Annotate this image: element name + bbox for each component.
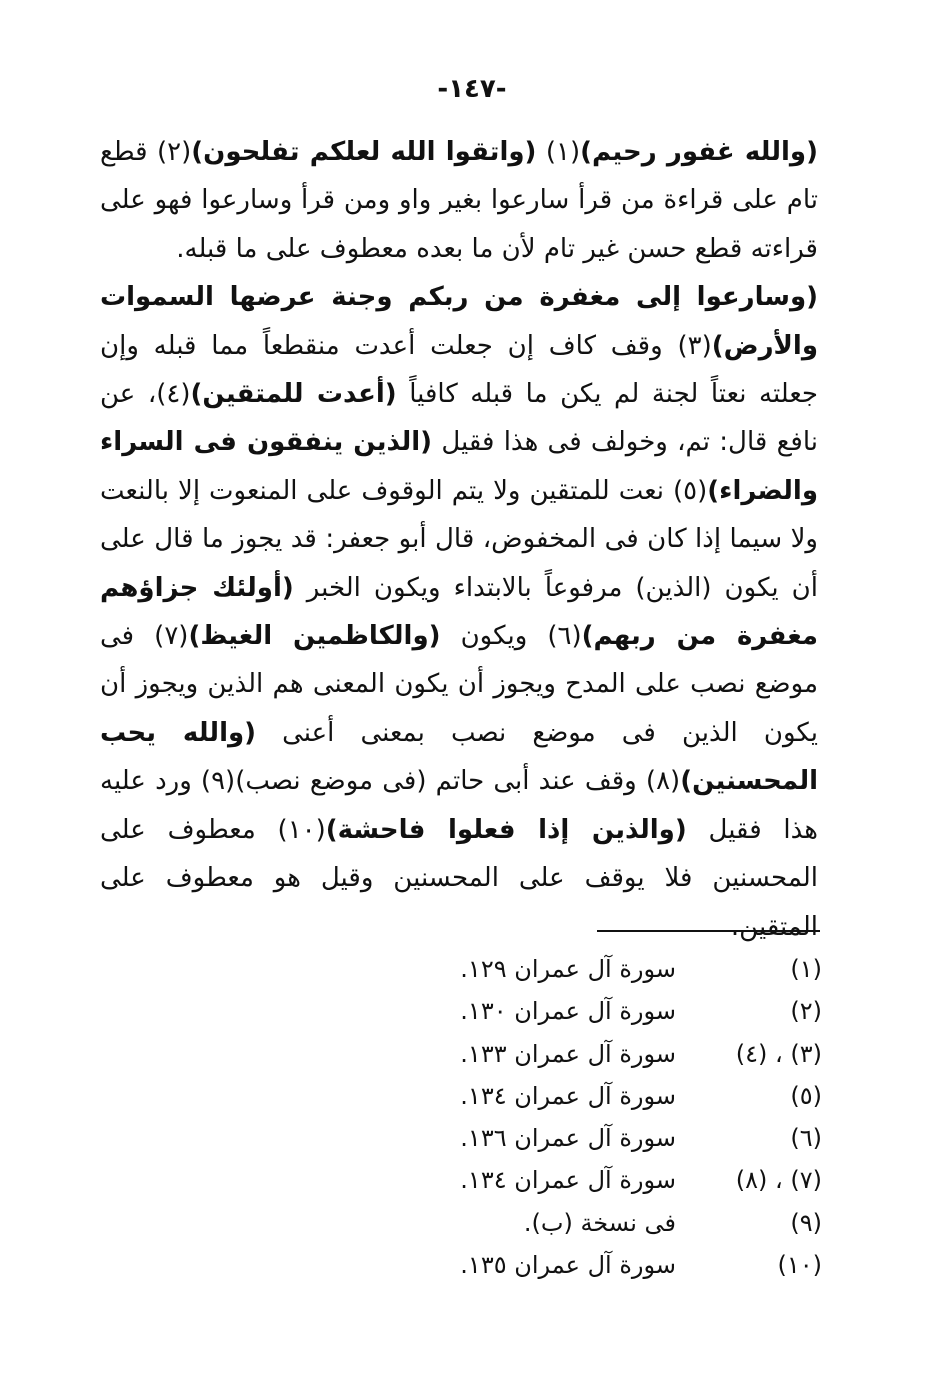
footnote-row xyxy=(0,1202,944,1244)
footnote-row xyxy=(0,1075,944,1117)
quran-quote: (والله غفور رحيم) xyxy=(580,137,818,167)
text-segment: (١٠) معطوف على المحسنين فلا يوقف على المحسنين وقيل هو معطوف على المتقين. xyxy=(100,814,818,942)
quran-quote: (الذين ينفقون فى السراء والضراء) xyxy=(100,427,818,506)
footnote-label: (٦) xyxy=(790,1124,822,1153)
footnote-row xyxy=(0,1033,944,1075)
footnote-text: سورة آل عمران ١٣٦. xyxy=(460,1124,676,1153)
quran-quote: (أعدت للمتقين) xyxy=(190,379,397,410)
page-number: -١٤٧- xyxy=(437,74,507,104)
text-segment: (٥) نعت للمتقين ولا يتم الوقوف على المنعوت إلا بالنعت ولا سيما إذا كان فى المخفوض، قال أبو جعفر: قد يجوز ما قال على أن يكون (الذين) مرفوعاً بالابتداء ويكون الخبر xyxy=(100,475,818,603)
footnote-label: (١) xyxy=(790,955,822,983)
text-segment: (١) xyxy=(536,137,581,167)
quran-quote: (أولئك جزاؤهم مغفرة من ربهم) xyxy=(100,572,818,652)
footnote-text: سورة آل عمران ١٣٤. xyxy=(460,1081,676,1110)
footnote-label: (٣) ، (٤) xyxy=(735,1039,822,1068)
text-segment: (٨) وقف عند أبى حاتم (فى موضع نصب)(٩) ورد عليه هذا فقيل xyxy=(100,766,818,845)
paragraph xyxy=(100,273,818,951)
footnote-text: سورة آل عمران ١٢٩. xyxy=(460,955,676,983)
footnote-label: (٢) xyxy=(790,997,822,1026)
footnote-row xyxy=(0,1244,944,1286)
footnote-label: (١٠) xyxy=(777,1251,822,1280)
footnote-row xyxy=(0,1117,944,1159)
text-segment: (٧) فى موضع نصب على المدح ويجوز أن يكون المعنى هم الذين ويجوز أن يكون الذين فى موضع نصب بمعنى أعنى xyxy=(100,621,818,748)
footnote-label: (٧) ، (٨) xyxy=(735,1166,822,1195)
quran-quote: (والله يحب المحسنين) xyxy=(100,717,818,797)
footnote-row xyxy=(0,948,944,990)
footnote-text: فى نسخة (ب). xyxy=(523,1208,676,1237)
footnote-label: (٩) xyxy=(790,1208,822,1237)
main-text xyxy=(100,128,818,951)
footnote-text: سورة آل عمران ١٣٠. xyxy=(460,997,676,1026)
text-segment: (٦) ويكون xyxy=(440,621,582,652)
paragraph xyxy=(100,128,818,273)
quran-quote: (والكاظمين الغيظ) xyxy=(188,621,441,652)
text-segment: (٤)، عن نافع قال: تم، وخولف فى هذا فقيل xyxy=(100,379,818,458)
footnotes xyxy=(0,948,944,1286)
footnote-text: سورة آل عمران ١٣٤. xyxy=(460,1166,676,1195)
quran-quote: (والذين إذا فعلوا فاحشة) xyxy=(325,814,687,845)
footnote-divider xyxy=(597,930,820,932)
footnote-row xyxy=(0,990,944,1032)
text-segment: (٣) وقف كاف إن جعلت أعدت منقطعاً مما قبله وإن جعلته نعتاً لجنة لم يكن ما قبله كافياً xyxy=(100,330,819,410)
footnote-row xyxy=(0,1159,944,1201)
footnote-label: (٥) xyxy=(790,1081,822,1110)
quran-quote: (وسارعوا إلى مغفرة من ربكم وجنة عرضها السموات والأرض) xyxy=(100,282,818,361)
text-segment: (٢) قطع تام على قراءة من قرأ سارعوا بغير واو ومن قرأ وسارعوا فهو على قراءته قطع حسن غير تام لأن ما بعده معطوف على ما قبله. xyxy=(100,137,818,264)
footnote-text: سورة آل عمران ١٣٣. xyxy=(460,1039,676,1068)
footnote-text: سورة آل عمران ١٣٥. xyxy=(460,1251,676,1280)
quran-quote: (واتقوا الله لعلكم تفلحون) xyxy=(191,137,537,167)
